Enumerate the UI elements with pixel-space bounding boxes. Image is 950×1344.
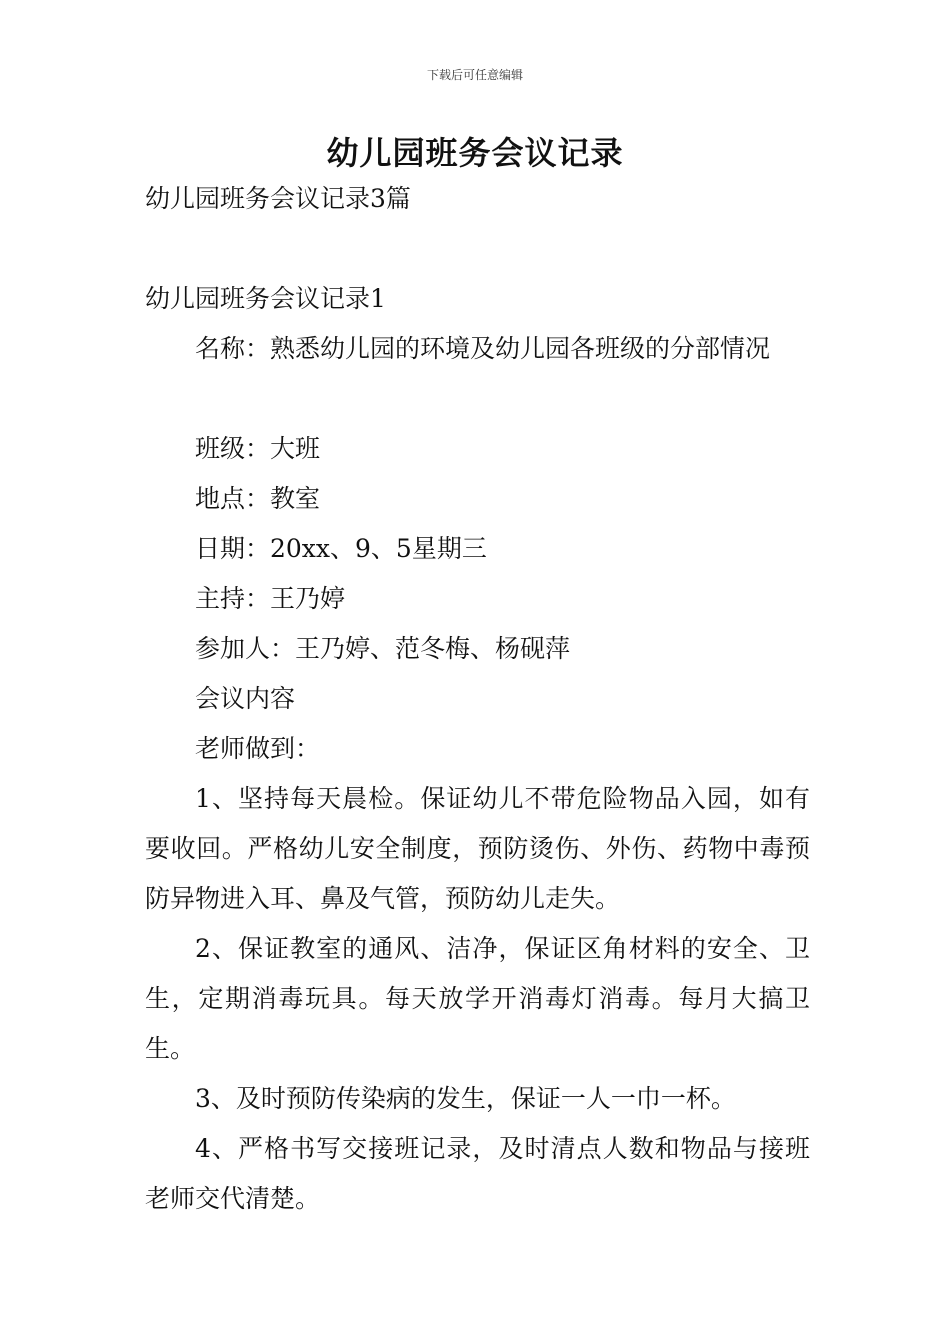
field-location: 地点：教室: [195, 484, 321, 513]
field-class: 班级：大班: [195, 434, 321, 463]
list-item: 4、严格书写交接班记录，及时清点人数和物品与接班老师交代清楚。: [145, 1134, 810, 1213]
field-name: 名称：熟悉幼儿园的环境及幼儿园各班级的分部情况: [195, 334, 771, 363]
content-label: 会议内容: [195, 684, 296, 713]
section-heading: 幼儿园班务会议记录1: [145, 284, 386, 313]
list-item: 1、坚持每天晨检。保证幼儿不带危险物品入园，如有要收回。严格幼儿安全制度，预防烫伤、外伤、药物中毒预防异物进入耳、鼻及气管，预防幼儿走失。: [145, 784, 810, 913]
teacher-label: 老师做到：: [195, 734, 321, 763]
list-item: 3、及时预防传染病的发生，保证一人一巾一杯。: [195, 1084, 736, 1113]
header-note: 下载后可任意编辑: [426, 68, 523, 82]
list-item: 2、保证教室的通风、洁净，保证区角材料的安全、卫生，定期消毒玩具。每天放学开消毒灯消毒。每月大搞卫生。: [145, 934, 810, 1063]
document-subtitle: 幼儿园班务会议记录3篇: [145, 184, 411, 213]
field-participants: 参加人：王乃婷、范冬梅、杨砚萍: [195, 634, 571, 663]
field-host: 主持：王乃婷: [195, 584, 346, 613]
field-date: 日期：20xx、9、5星期三: [195, 534, 487, 563]
document-title: 幼儿园班务会议记录: [326, 134, 624, 172]
